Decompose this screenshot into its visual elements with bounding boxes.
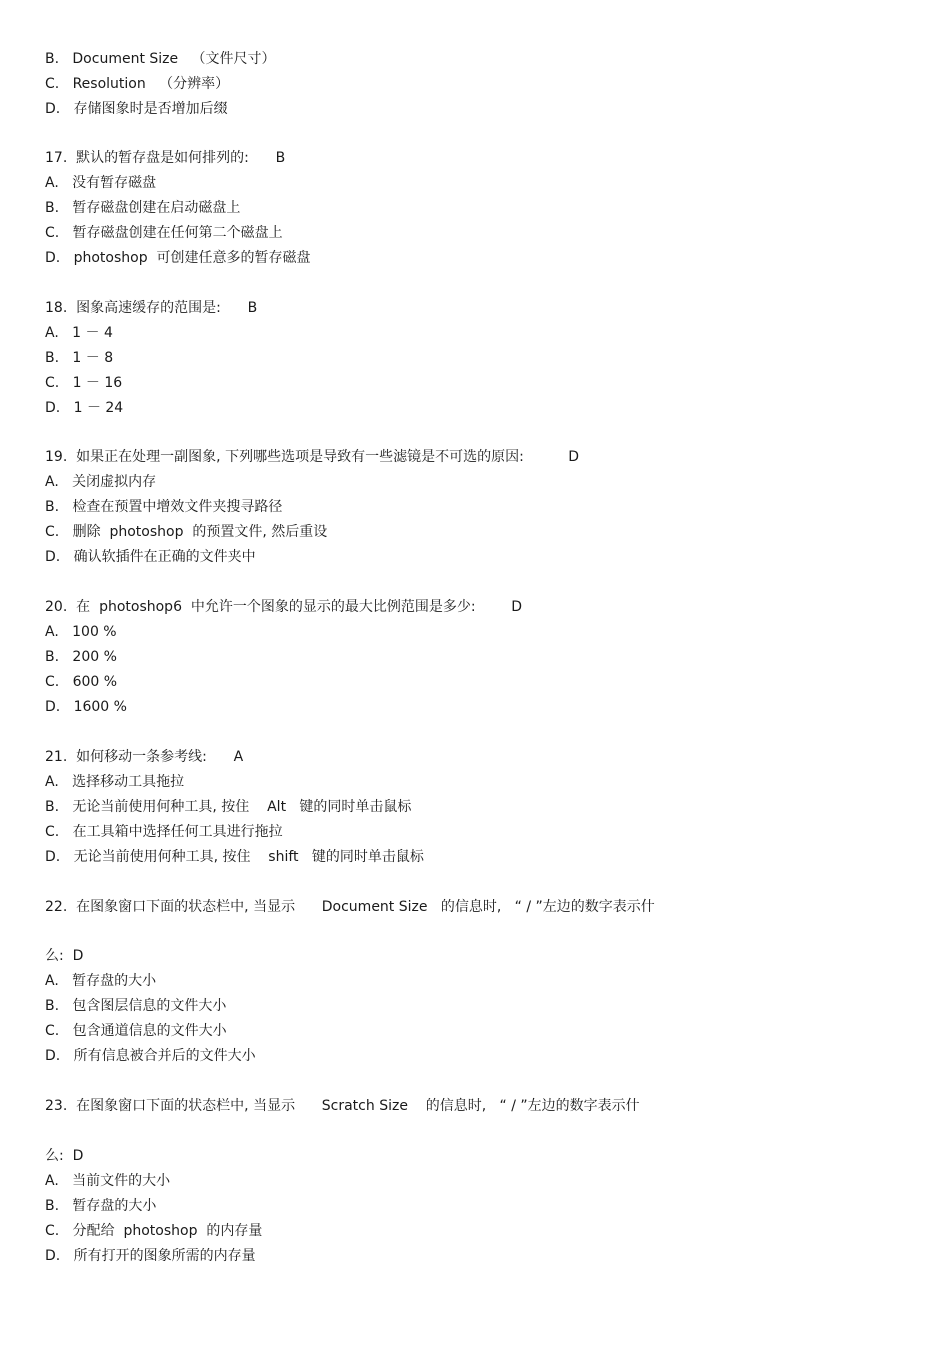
q19-option-a: A. 关闭虚拟内存 [45, 474, 157, 490]
q22-option-d: D. 所有信息被合并后的文件大小 [45, 1048, 256, 1064]
q18-option-b: B. 1 － 8 [45, 350, 114, 366]
q20-option-b: B. 200 % [45, 649, 117, 665]
q17-option-c: C. 暂存磁盘创建在任何第二个磁盘上 [45, 225, 283, 241]
q19-option-b: B. 检查在预置中增效文件夹搜寻路径 [45, 499, 283, 515]
q21-option-a: A. 选择移动工具拖拉 [45, 774, 185, 790]
q19-option-d: D. 确认软插件在正确的文件夹中 [45, 549, 256, 565]
question-20: 20. 在 photoshop6 中允许一个图象的显示的最大比例范围是多少: D [45, 599, 522, 615]
question-22: 22. 在图象窗口下面的状态栏中, 当显示 Document Size 的信息时, “ / ”左边的数字表示什 [45, 899, 655, 915]
q21-option-b: B. 无论当前使用何种工具, 按住 Alt 键的同时单击鼠标 [45, 799, 412, 815]
q23-option-d: D. 所有打开的图象所需的内存量 [45, 1248, 256, 1264]
q21-option-c: C. 在工具箱中选择任何工具进行拖拉 [45, 824, 283, 840]
q21-option-d: D. 无论当前使用何种工具, 按住 shift 键的同时单击鼠标 [45, 849, 424, 865]
q20-option-d: D. 1600 % [45, 699, 127, 715]
q17-option-d: D. photoshop 可创建任意多的暂存磁盘 [45, 250, 311, 266]
q18-option-c: C. 1 － 16 [45, 375, 123, 391]
question-18: 18. 图象高速缓存的范围是: B [45, 300, 258, 316]
q18-option-d: D. 1 － 24 [45, 400, 124, 416]
question-22-continued: 么: D [45, 948, 84, 964]
q20-option-a: A. 100 % [45, 624, 117, 640]
question-17: 17. 默认的暂存盘是如何排列的: B [45, 150, 286, 166]
q18-option-a: A. 1 － 4 [45, 325, 113, 341]
option-d-suffix: D. 存储图象时是否增加后缀 [45, 101, 228, 117]
q19-option-c: C. 删除 photoshop 的预置文件, 然后重设 [45, 524, 328, 540]
q23-option-a: A. 当前文件的大小 [45, 1173, 171, 1189]
option-c-resolution: C. Resolution （分辨率） [45, 76, 230, 92]
q20-option-c: C. 600 % [45, 674, 118, 690]
q17-option-a: A. 没有暂存磁盘 [45, 175, 157, 191]
q22-option-c: C. 包含通道信息的文件大小 [45, 1023, 227, 1039]
question-19: 19. 如果正在处理一副图象, 下列哪些选项是导致有一些滤镜是不可选的原因: D [45, 449, 580, 465]
option-b-document-size: B. Document Size （文件尺寸） [45, 51, 276, 67]
question-23-continued: 么: D [45, 1148, 84, 1164]
q17-option-b: B. 暂存磁盘创建在启动磁盘上 [45, 200, 241, 216]
q22-option-b: B. 包含图层信息的文件大小 [45, 998, 227, 1014]
question-23: 23. 在图象窗口下面的状态栏中, 当显示 Scratch Size 的信息时, “ / ”左边的数字表示什 [45, 1098, 640, 1114]
question-21: 21. 如何移动一条参考线: A [45, 749, 244, 765]
q22-option-a: A. 暂存盘的大小 [45, 973, 157, 989]
q23-option-b: B. 暂存盘的大小 [45, 1198, 157, 1214]
q23-option-c: C. 分配给 photoshop 的内存量 [45, 1223, 263, 1239]
